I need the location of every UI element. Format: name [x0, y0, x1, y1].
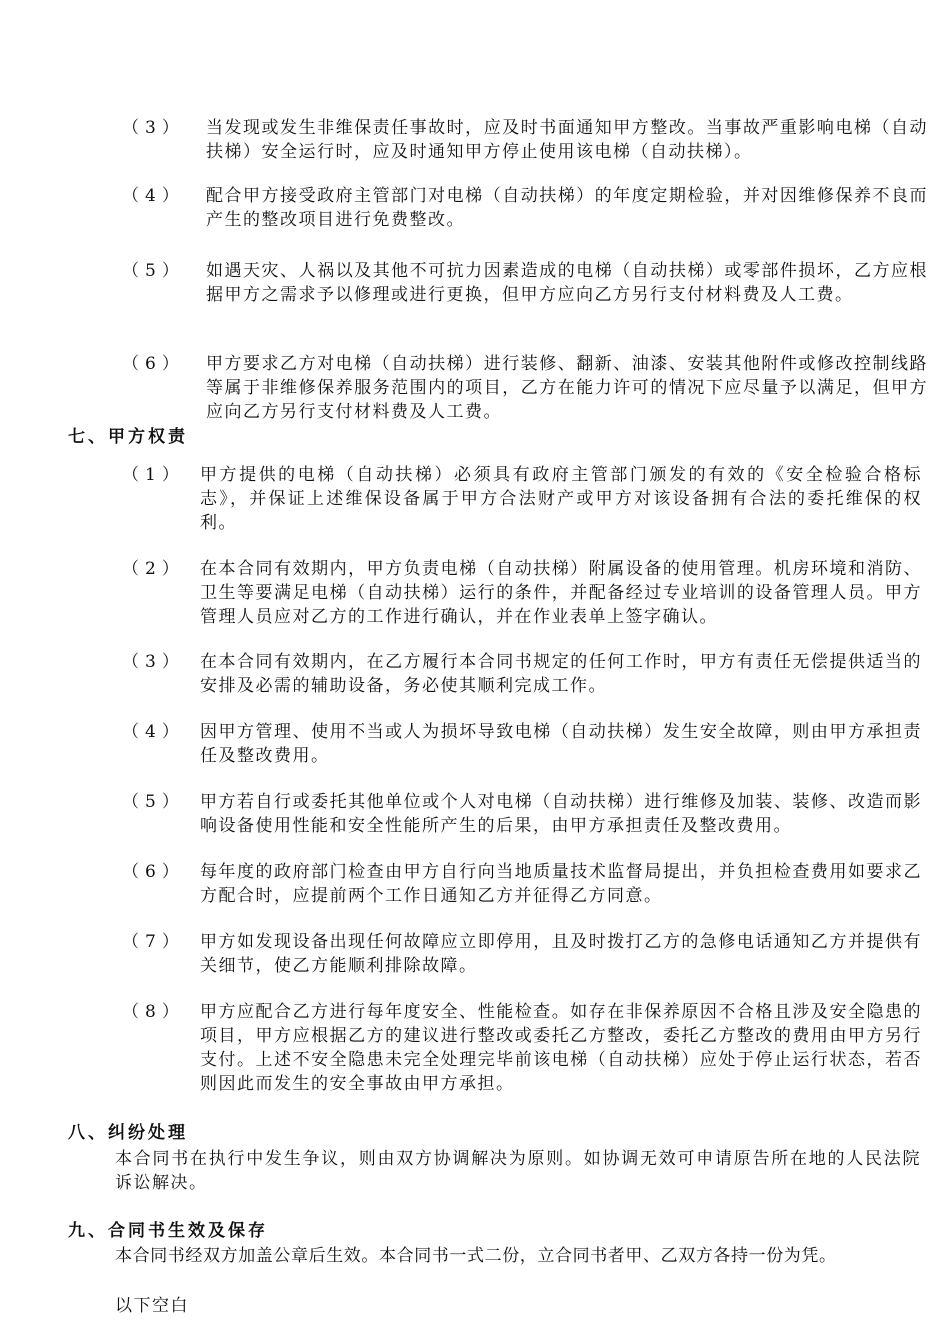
clause-item — [122, 557, 922, 629]
clause-number: （5） — [122, 261, 185, 281]
clause-item — [122, 790, 922, 838]
clause-number: （8） — [122, 1002, 185, 1022]
clause-number: （4） — [122, 722, 185, 742]
clause-number: （1） — [122, 465, 185, 485]
clause-text: 如遇天灾、人祸以及其他不可抗力因素造成的电梯（自动扶梯）或零部件损坏，乙方应根据甲方之需求予以修理或进行更换，但甲方应向乙方另行支付材料费及人工费。 — [206, 261, 928, 305]
section-heading: 九、合同书生效及保存 — [68, 1221, 268, 1241]
clause-text: 甲方如发现设备出现任何故障应立即停用，且及时拨打乙方的急修电话通知乙方并提供有关细节，使乙方能顺利排除故障。 — [200, 932, 922, 976]
clause-item — [122, 650, 922, 698]
clause-number: （3） — [122, 118, 185, 138]
section-paragraph: 本合同书在执行中发生争议，则由双方协调解决为原则。如协调无效可申请原告所在地的人民法院诉讼解决。 — [115, 1149, 921, 1193]
clause-text: 当发现或发生非维保责任事故时，应及时书面通知甲方整改。当事故严重影响电梯（自动扶梯）安全运行时，应及时通知甲方停止使用该电梯（自动扶梯）。 — [206, 118, 928, 162]
clause-text: 因甲方管理、使用不当或人为损坏导致电梯（自动扶梯）发生安全故障，则由甲方承担责任及整改费用。 — [200, 722, 922, 766]
clause-item — [122, 930, 922, 978]
clause-text: 每年度的政府部门检查由甲方自行向当地质量技术监督局提出，并负担检查费用如要求乙方配合时，应提前两个工作日通知乙方并征得乙方同意。 — [200, 862, 922, 906]
clause-number: （7） — [122, 932, 185, 952]
clause-item — [122, 720, 922, 768]
section-heading: 八、纠纷处理 — [68, 1123, 188, 1143]
clause-text: 在本合同有效期内，甲方负责电梯（自动扶梯）附属设备的使用管理。机房环境和消防、卫生等要满足电梯（自动扶梯）运行的条件，并配备经过专业培训的设备管理人员。甲方管理人员应对乙方的工作进行确认，并在作业表单上签字确认。 — [200, 559, 922, 627]
clause-number: （3） — [122, 652, 185, 672]
clause-number: （5） — [122, 792, 185, 812]
clause-item — [122, 116, 928, 164]
clause-text: 在本合同有效期内，在乙方履行本合同书规定的任何工作时，甲方有责任无偿提供适当的安排及必需的辅助设备，务必使其顺利完成工作。 — [200, 652, 922, 696]
section-paragraph: 本合同书经双方加盖公章后生效。本合同书一式二份，立合同书者甲、乙双方各持一份为凭。 — [115, 1246, 837, 1266]
section-heading: 七、甲方权责 — [68, 427, 188, 447]
clause-text: 甲方要求乙方对电梯（自动扶梯）进行装修、翻新、油漆、安装其他附件或修改控制线路等属于非维修保养服务范围内的项目，乙方在能力许可的情况下应尽量予以满足，但甲方应向乙方另行支付材料费及人工费。 — [206, 354, 928, 422]
clause-item — [122, 259, 928, 307]
clause-text: 甲方若自行或委托其他单位或个人对电梯（自动扶梯）进行维修及加装、装修、改造而影响设备使用性能和安全性能所产生的后果，由甲方承担责任及整改费用。 — [200, 792, 922, 836]
clause-text: 甲方应配合乙方进行每年度安全、性能检查。如存在非保养原因不合格且涉及安全隐患的项目，甲方应根据乙方的建议进行整改或委托乙方整改，委托乙方整改的费用由甲方另行支付。上述不安全隐患未完全处理完毕前该电梯（自动扶梯）应处于停止运行状态，若否则因此而发生的安全事故由甲方承担。 — [200, 1002, 922, 1094]
closing-note: 以下空白 — [115, 1296, 189, 1316]
clause-text: 配合甲方接受政府主管部门对电梯（自动扶梯）的年度定期检验，并对因维修保养不良而产生的整改项目进行免费整改。 — [206, 186, 928, 230]
clause-item — [122, 184, 928, 232]
clause-number: （4） — [122, 186, 185, 206]
clause-text: 甲方提供的电梯（自动扶梯）必须具有政府主管部门颁发的有效的《安全检验合格标志》，并保证上述维保设备属于甲方合法财产或甲方对该设备拥有合法的委托维保的权利。 — [200, 465, 922, 533]
clause-item — [122, 352, 928, 424]
clause-item — [122, 463, 922, 535]
clause-item — [122, 860, 922, 908]
clause-number: （6） — [122, 862, 185, 882]
clause-number: （6） — [122, 354, 185, 374]
clause-number: （2） — [122, 559, 185, 579]
clause-item — [122, 1000, 922, 1096]
